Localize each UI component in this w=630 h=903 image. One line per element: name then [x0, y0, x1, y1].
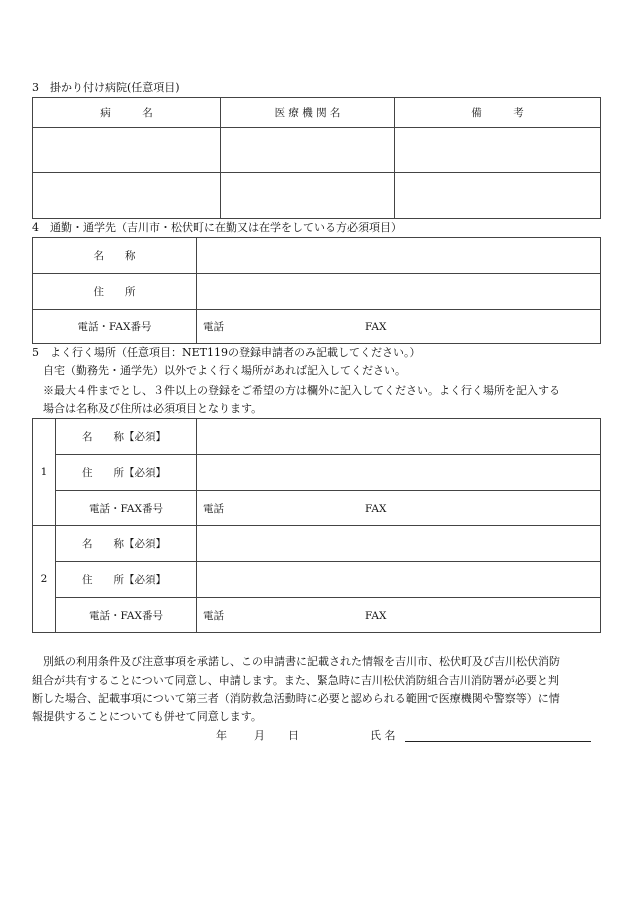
- section4-heading: 4 通勤・通学先（吉川市・松伏町に在勤又は在学をしている方必須項目）: [32, 221, 402, 234]
- place1-phone-label: 電話・FAX番号: [56, 491, 197, 526]
- hospital-header-institution: 医 療 機 関 名: [221, 98, 395, 128]
- place2-address-label: 住 所【必須】: [56, 562, 197, 598]
- place1-number: 1: [33, 419, 56, 526]
- hospital-row2-institution-field[interactable]: [221, 173, 395, 219]
- section5-heading: 5 よく行く場所（任意項目：NET119の登録申請者のみ記載してください。）: [32, 346, 421, 359]
- commute-name-field[interactable]: [197, 238, 601, 274]
- place2-tel-label: 電話: [203, 609, 224, 622]
- date-month-label: 月: [254, 729, 265, 742]
- section5-note3: 場合は名称及び住所は必須項目となります。: [43, 402, 263, 415]
- place1-phone-field[interactable]: [197, 491, 601, 526]
- place1-address-label: 住 所【必須】: [56, 455, 197, 491]
- consent-line1: 別紙の利用条件及び注意事項を承諾し、この申請書に記載された情報を吉川市、松伏町及び吉川松伏消防: [43, 655, 560, 668]
- commute-name-label: 名 称: [33, 238, 197, 274]
- hospital-header-remarks: 備 考: [395, 98, 601, 128]
- hospital-row2-disease-field[interactable]: [33, 173, 221, 219]
- place1-name-field[interactable]: [197, 419, 601, 455]
- commute-table: [32, 237, 601, 344]
- hospital-row2-remarks-field[interactable]: [395, 173, 601, 219]
- place2-fax-label: FAX: [365, 609, 387, 622]
- hospital-table: [32, 97, 601, 219]
- place2-address-field[interactable]: [197, 562, 601, 598]
- consent-line4: 報提供することについても併せて同意します。: [32, 710, 262, 723]
- signature-name-label: 氏 名: [370, 729, 396, 742]
- hospital-header-disease: 病 名: [33, 98, 221, 128]
- place2-phone-label: 電話・FAX番号: [56, 598, 197, 633]
- date-year-label: 年: [216, 729, 227, 742]
- commute-phone-field[interactable]: [197, 310, 601, 344]
- place2-number: 2: [33, 526, 56, 633]
- place2-name-label: 名 称【必須】: [56, 526, 197, 562]
- place1-name-label: 名 称【必須】: [56, 419, 197, 455]
- commute-address-field[interactable]: [197, 274, 601, 310]
- place2-phone-field[interactable]: [197, 598, 601, 633]
- section5-note1: 自宅（勤務先・通学先）以外でよく行く場所があれば記入してください。: [43, 364, 406, 377]
- place2-name-field[interactable]: [197, 526, 601, 562]
- date-day-label: 日: [288, 729, 299, 742]
- place1-fax-label: FAX: [365, 502, 387, 515]
- consent-line2: 組合が共有することについて同意し、申請します。また、緊急時に吉川松伏消防組合吉川消防署が必要と判: [32, 674, 559, 687]
- place1-address-field[interactable]: [197, 455, 601, 491]
- consent-line3: 断した場合、記載事項について第三者（消防救急活動時に必要と認められる範囲で医療機関や警察等）に情: [32, 692, 560, 705]
- fax-label: FAX: [365, 321, 387, 333]
- place1-tel-label: 電話: [203, 502, 224, 515]
- hospital-row1-institution-field[interactable]: [221, 128, 395, 173]
- hospital-row1-remarks-field[interactable]: [395, 128, 601, 173]
- signature-line[interactable]: [405, 741, 591, 742]
- frequent-places-table: [32, 418, 601, 633]
- commute-address-label: 住 所: [33, 274, 197, 310]
- commute-phone-label: 電話・FAX番号: [33, 310, 197, 344]
- hospital-row1-disease-field[interactable]: [33, 128, 221, 173]
- tel-label: 電話: [203, 321, 224, 333]
- section3-heading: 3 掛かり付け病院(任意項目): [32, 81, 180, 94]
- section5-note2: ※最大４件までとし、３件以上の登録をご希望の方は欄外に記入してください。よく行く場所を記入する: [43, 384, 560, 397]
